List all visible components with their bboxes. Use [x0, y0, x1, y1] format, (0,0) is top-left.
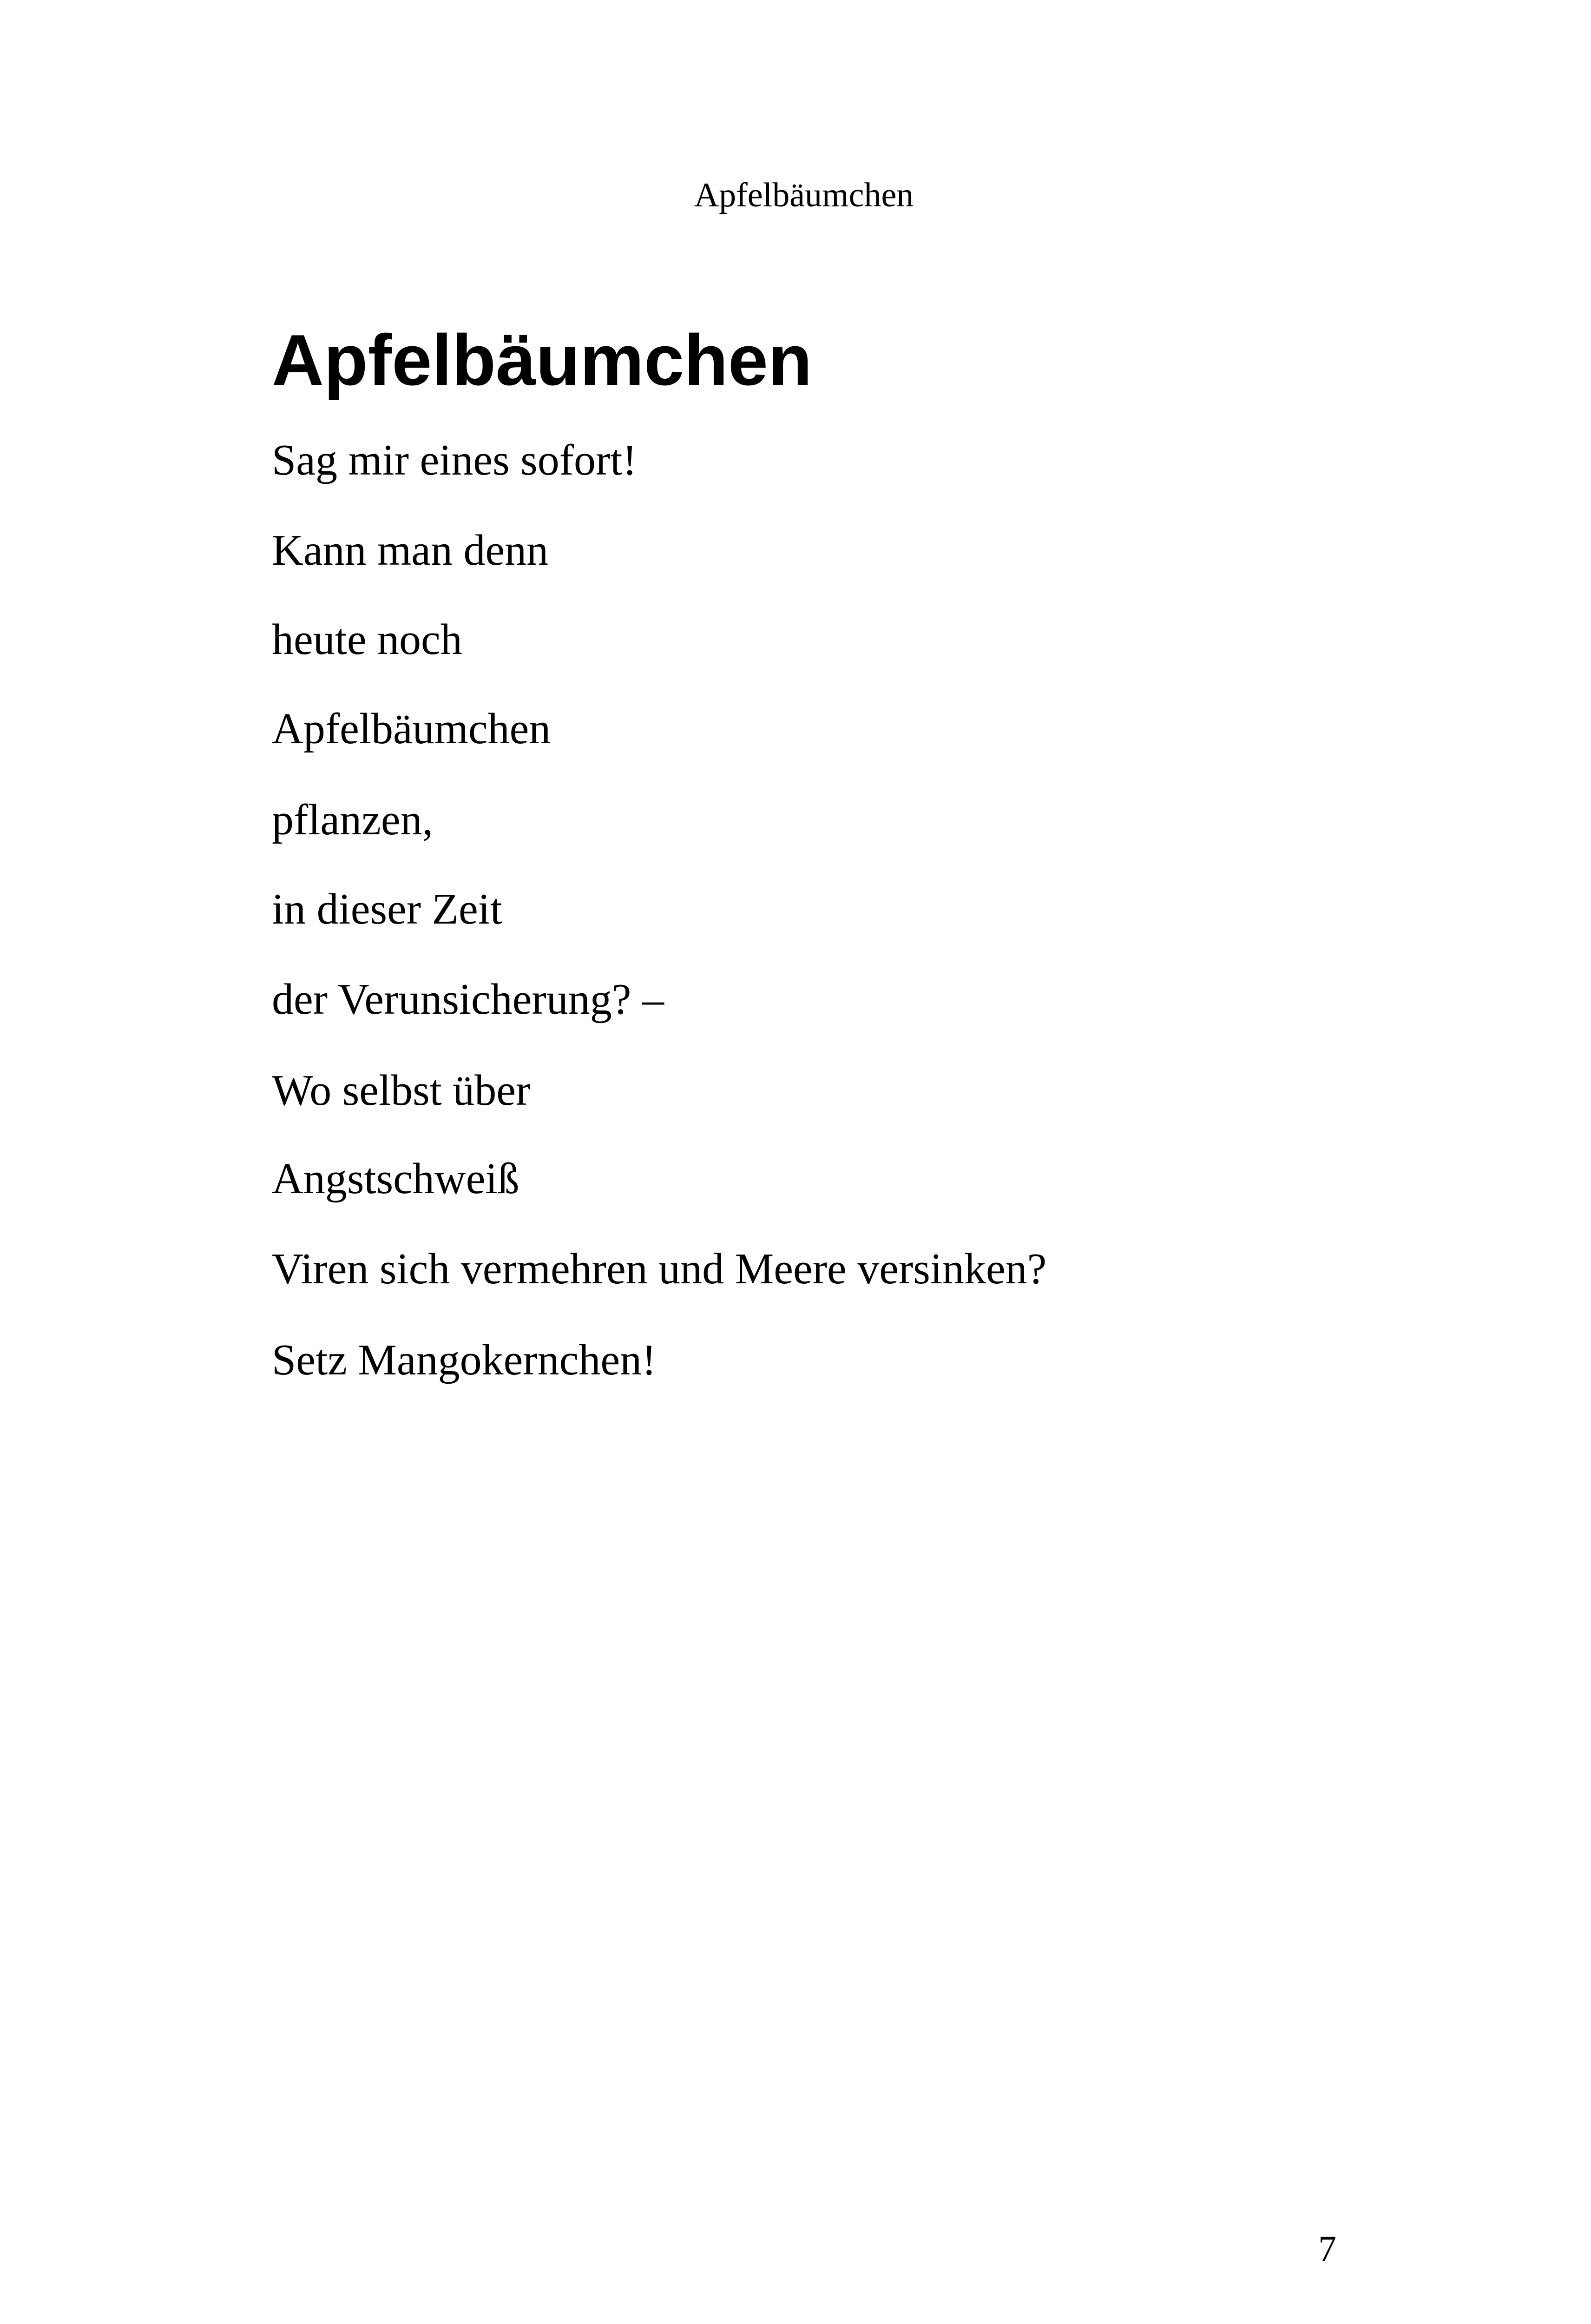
- poem-line: Sag mir eines sofort!: [272, 436, 637, 484]
- poem-line: heute noch: [272, 615, 462, 664]
- running-header: Apfelbäumchen: [694, 176, 914, 214]
- page-number: 7: [1318, 2228, 1336, 2269]
- poem-line: Wo selbst über: [272, 1066, 531, 1115]
- poem-line: Viren sich vermehren und Meere versinken?: [272, 1245, 1047, 1293]
- poem-line: der Verunsicherung? –: [272, 975, 664, 1023]
- poem-line: Apfelbäumchen: [272, 705, 551, 753]
- poem-title: Apfelbäumchen: [272, 320, 812, 400]
- poem-line: pflanzen,: [272, 796, 434, 844]
- poem-line: in dieser Zeit: [272, 885, 502, 933]
- poem-line: Setz Mangokernchen!: [272, 1336, 657, 1384]
- poem-line: Kann man denn: [272, 526, 549, 574]
- poem-line: Angstschweiß: [272, 1155, 519, 1203]
